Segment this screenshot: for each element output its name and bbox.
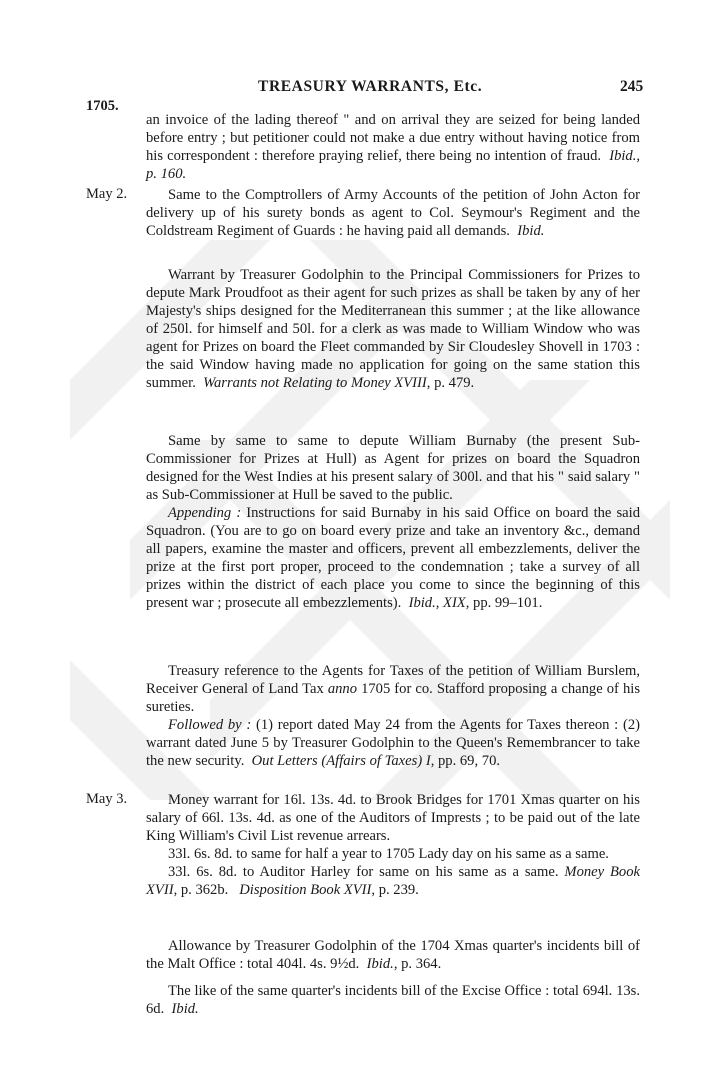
entry-burnaby bbox=[146, 432, 640, 612]
entry-text: 33l. 6s. 8d. to same for half a year to 1705 Lady day on his same as a same. bbox=[168, 846, 609, 862]
entry-text: 33l. 6s. 8d. to Auditor Harley for same on his same as a same. bbox=[168, 864, 559, 880]
entry-reference-page: , p. 239. bbox=[371, 882, 419, 898]
entry-text: Warrant by Treasurer Godolphin to the Principal Commissioners for Prizes to depute Mark Proudfoot as their agent for such prizes as shall be taken by any of her Majesty's ships designed for the Mediterranean this summer ; at the like allowance of 250l. for himself and 50l. for a clerk as was made to William Window who was agent for Prizes on board the Fleet commanded by Sir Cloudesley Shovell in 1703 : the said Window having made no application for going on the same station this summer. bbox=[146, 267, 640, 391]
entry-reference: Warrants not Relating to Money XVIII bbox=[203, 375, 427, 391]
entry-reference: Out Letters (Affairs of Taxes) I bbox=[251, 753, 431, 769]
entry-excise-office bbox=[146, 982, 640, 1018]
entry-bridges bbox=[146, 791, 640, 899]
entry-text: Same to the Comptrollers of Army Accounts of the petition of John Acton for delivery up of his surety bonds as agent to Col. Seymour's Regiment and the Coldstream Regiment of Guards : he having paid all demands. bbox=[146, 187, 640, 239]
entry-reference: Ibid. bbox=[366, 956, 394, 972]
entry-text: The like of the same quarter's incidents bill of the Excise Office : total 694l. 13s. 6d. bbox=[146, 983, 640, 1017]
margin-year: 1705. bbox=[86, 98, 119, 114]
entry-malt-office bbox=[146, 937, 640, 973]
entry-text-rest: 1705 for co. Stafford proposing a change of his sureties. bbox=[146, 681, 640, 715]
entry-anno: anno bbox=[327, 681, 358, 697]
entry-reference-page: , p. 479. bbox=[426, 375, 475, 391]
followed-by-label: Followed by : bbox=[168, 717, 252, 733]
entry-continuation bbox=[146, 111, 640, 183]
entry-reference-page: pp. 99–101. bbox=[469, 595, 543, 611]
entry-reference: Disposition Book XVII bbox=[239, 882, 372, 898]
entry-text: Same by same to same to depute William Burnaby (the present Sub-Commissioner for Prizes at Hull) as Agent for prizes on board the Squadron designed for the West Indies at his present salary of 300l. and that his " said salary " as Sub-Commissioner at Hull be saved to the public. bbox=[146, 433, 640, 503]
entry-text: Money warrant for 16l. 13s. 4d. to Brook Bridges for 1701 Xmas quarter on his salary of 66l. 13s. 4d. as one of the Auditors of Imprests ; to be paid out of the late King William's Civil List revenue arrears. bbox=[146, 792, 640, 844]
followed-by-text: (1) report dated May 24 from the Agents for Taxes thereon : (2) warrant dated June 5 by Treasurer Godolphin to the Queen's Remembrancer to take the new security. bbox=[146, 717, 640, 769]
entry-proudfoot bbox=[146, 266, 640, 392]
entry-reference: Ibid., XIX, bbox=[408, 595, 470, 611]
entry-text: Treasury reference to the Agents for Taxes of the petition of William Burslem, Receiver General of Land Tax bbox=[146, 663, 640, 697]
entry-text: an invoice of the lading thereof " and on arrival they are seized for being landed before entry ; but petitioner could not make a due entry without having notice from his correspondent : therefore praying relief, there being no intention of fraud. bbox=[146, 112, 640, 164]
appending-text: Instructions for said Burnaby in his said Office on board the said Squadron. (You are to go on board every prize and take an inventory &c., demand all papers, examine the master and officers, prevent all embezzlements, deliver the prize at the first port proper, proceed to the condemnation ; take a survey of all prizes within the district of each place you come to since the beginning of this present war ; prosecute all embezzlements). bbox=[146, 505, 640, 611]
entry-reference: Ibid., p. 160. bbox=[146, 148, 641, 182]
entry-text: Allowance by Treasurer Godolphin of the 1704 Xmas quarter's incidents bill of the Malt Office : total 404l. 4s. 9½d. bbox=[146, 938, 640, 972]
margin-date-may2: May 2. bbox=[86, 186, 128, 202]
running-title: TREASURY WARRANTS, Etc. bbox=[258, 78, 483, 95]
entry-burslem bbox=[146, 662, 640, 770]
entry-acton bbox=[146, 186, 640, 240]
page-number: 245 bbox=[620, 78, 644, 95]
entry-reference: Ibid. bbox=[517, 223, 545, 239]
margin-date-may3: May 3. bbox=[86, 791, 128, 807]
appending-label: Appending : bbox=[168, 505, 242, 521]
entry-reference-page: , pp. 69, 70. bbox=[430, 753, 501, 769]
entry-reference-page: , p. 362b. bbox=[173, 882, 229, 898]
entry-reference: Ibid. bbox=[171, 1001, 199, 1017]
entry-reference-page: , p. 364. bbox=[393, 956, 442, 972]
entry-reference: Money Book XVII bbox=[146, 864, 641, 898]
